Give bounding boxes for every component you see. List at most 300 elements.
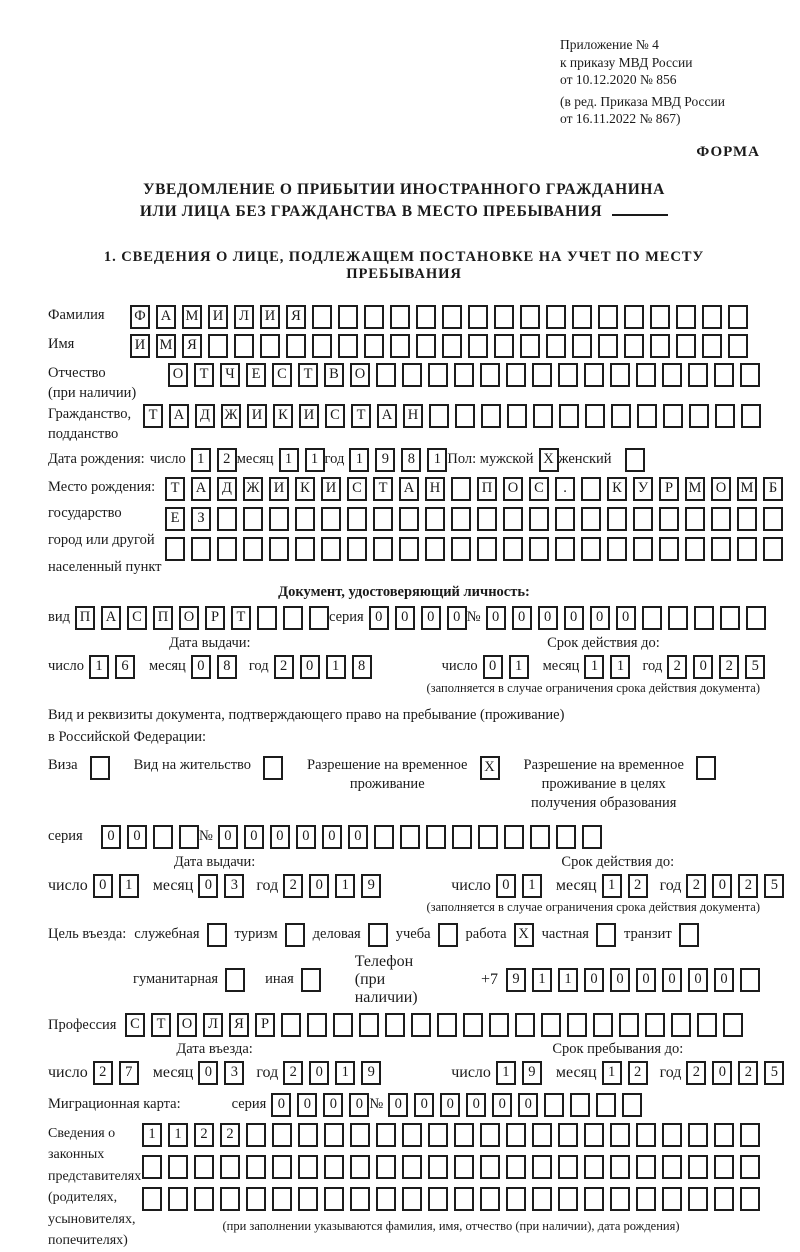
form-cell[interactable] [390, 305, 410, 329]
form-cell[interactable] [350, 1155, 370, 1179]
form-cell[interactable]: 2 [667, 655, 687, 679]
form-cell[interactable]: 0 [564, 606, 584, 630]
form-cell[interactable]: 0 [309, 1061, 329, 1085]
form-cell[interactable] [437, 1013, 457, 1037]
phone-cells[interactable] [506, 968, 760, 992]
form-cell[interactable] [307, 1013, 327, 1037]
form-cell[interactable] [532, 1155, 552, 1179]
citizenship-cells[interactable] [143, 404, 761, 428]
form-cell[interactable] [272, 1187, 292, 1211]
form-cell[interactable]: 2 [628, 1061, 648, 1085]
form-cell[interactable]: Т [165, 477, 185, 501]
form-cell[interactable]: 1 [496, 1061, 516, 1085]
form-cell[interactable]: 0 [466, 1093, 486, 1117]
form-cell[interactable] [281, 1013, 301, 1037]
form-cell[interactable] [376, 1187, 396, 1211]
form-cell[interactable]: 0 [584, 968, 604, 992]
form-cell[interactable]: Ч [220, 363, 240, 387]
form-cell[interactable] [368, 923, 388, 947]
form-cell[interactable] [740, 1123, 760, 1147]
expiry-year-cells[interactable] [667, 655, 765, 679]
form-cell[interactable] [636, 1123, 656, 1147]
form-cell[interactable] [477, 537, 497, 561]
form-cell[interactable]: А [191, 477, 211, 501]
form-cell[interactable] [217, 507, 237, 531]
form-cell[interactable] [598, 305, 618, 329]
form-cell[interactable] [390, 334, 410, 358]
form-cell[interactable]: 1 [509, 655, 529, 679]
form-cell[interactable]: 0 [486, 606, 506, 630]
form-cell[interactable] [263, 756, 283, 780]
form-cell[interactable] [544, 1093, 564, 1117]
form-cell[interactable] [373, 537, 393, 561]
form-cell[interactable]: 0 [440, 1093, 460, 1117]
form-cell[interactable]: 0 [297, 1093, 317, 1117]
form-cell[interactable]: А [377, 404, 397, 428]
purpose-other-checkbox[interactable] [301, 968, 321, 992]
form-cell[interactable]: С [125, 1013, 145, 1037]
form-cell[interactable] [659, 507, 679, 531]
form-cell[interactable] [480, 1155, 500, 1179]
form-cell[interactable]: Т [194, 363, 214, 387]
form-cell[interactable]: 0 [492, 1093, 512, 1117]
form-cell[interactable]: 0 [244, 825, 264, 849]
form-cell[interactable]: 0 [198, 874, 218, 898]
form-cell[interactable]: Т [298, 363, 318, 387]
form-cell[interactable] [494, 334, 514, 358]
doc-series-cells[interactable] [369, 606, 467, 630]
form-cell[interactable] [593, 1013, 613, 1037]
form-cell[interactable]: 0 [127, 825, 147, 849]
form-cell[interactable]: И [260, 305, 280, 329]
form-cell[interactable] [746, 606, 766, 630]
form-cell[interactable]: . [555, 477, 575, 501]
stay-month-cells[interactable] [602, 1061, 648, 1085]
form-cell[interactable] [438, 923, 458, 947]
form-cell[interactable]: 0 [348, 825, 368, 849]
form-cell[interactable] [728, 305, 748, 329]
form-cell[interactable]: X [539, 448, 559, 472]
form-cell[interactable] [246, 1187, 266, 1211]
form-cell[interactable] [194, 1155, 214, 1179]
form-cell[interactable]: 1 [602, 874, 622, 898]
form-cell[interactable] [225, 968, 245, 992]
form-cell[interactable] [584, 1123, 604, 1147]
expiry-day-cells[interactable] [483, 655, 529, 679]
form-cell[interactable]: О [179, 606, 199, 630]
form-cell[interactable]: 1 [427, 448, 447, 472]
form-cell[interactable] [610, 363, 630, 387]
form-cell[interactable] [529, 507, 549, 531]
purpose-private-checkbox[interactable] [596, 923, 616, 947]
form-cell[interactable] [610, 1187, 630, 1211]
form-cell[interactable] [723, 1013, 743, 1037]
form-cell[interactable] [217, 537, 237, 561]
form-cell[interactable] [584, 363, 604, 387]
form-cell[interactable] [740, 1155, 760, 1179]
purpose-humanitarian-checkbox[interactable] [225, 968, 245, 992]
form-cell[interactable] [611, 404, 631, 428]
form-cell[interactable]: 2 [283, 1061, 303, 1085]
form-cell[interactable] [697, 1013, 717, 1037]
form-cell[interactable] [298, 1123, 318, 1147]
form-cell[interactable] [645, 1013, 665, 1037]
form-cell[interactable] [494, 305, 514, 329]
form-cell[interactable] [572, 334, 592, 358]
form-cell[interactable] [402, 1187, 422, 1211]
form-cell[interactable] [350, 1123, 370, 1147]
form-cell[interactable] [477, 507, 497, 531]
form-cell[interactable] [506, 1155, 526, 1179]
form-cell[interactable]: 1 [602, 1061, 622, 1085]
form-cell[interactable]: О [711, 477, 731, 501]
entry-day-cells[interactable] [93, 1061, 139, 1085]
form-cell[interactable]: 9 [361, 874, 381, 898]
form-cell[interactable]: С [325, 404, 345, 428]
form-cell[interactable] [220, 1187, 240, 1211]
form-cell[interactable]: 2 [194, 1123, 214, 1147]
form-cell[interactable]: 1 [89, 655, 109, 679]
form-cell[interactable] [625, 448, 645, 472]
form-cell[interactable]: М [156, 334, 176, 358]
sex-female-checkbox[interactable] [625, 448, 645, 472]
form-cell[interactable]: С [272, 363, 292, 387]
given-name-cells[interactable] [130, 334, 748, 358]
form-cell[interactable] [740, 968, 760, 992]
form-cell[interactable] [662, 1187, 682, 1211]
form-cell[interactable]: 1 [349, 448, 369, 472]
form-cell[interactable]: 0 [369, 606, 389, 630]
form-cell[interactable] [685, 537, 705, 561]
issue-year-cells[interactable] [274, 655, 372, 679]
birth-place-row-3[interactable] [165, 537, 783, 561]
residence-number-cells[interactable] [218, 825, 602, 849]
form-cell[interactable] [720, 606, 740, 630]
form-cell[interactable]: 0 [712, 1061, 732, 1085]
form-cell[interactable]: О [350, 363, 370, 387]
form-cell[interactable] [694, 606, 714, 630]
form-cell[interactable] [295, 507, 315, 531]
form-cell[interactable]: Ж [221, 404, 241, 428]
form-cell[interactable] [584, 1155, 604, 1179]
form-cell[interactable] [740, 363, 760, 387]
form-cell[interactable]: 1 [335, 874, 355, 898]
form-cell[interactable]: 0 [712, 874, 732, 898]
form-cell[interactable]: 0 [322, 825, 342, 849]
form-cell[interactable]: 0 [198, 1061, 218, 1085]
visa-checkbox[interactable] [90, 756, 110, 780]
purpose-tourism-checkbox[interactable] [285, 923, 305, 947]
form-cell[interactable] [376, 1155, 396, 1179]
form-cell[interactable] [676, 305, 696, 329]
form-cell[interactable]: 0 [483, 655, 503, 679]
form-cell[interactable] [376, 1123, 396, 1147]
form-cell[interactable] [478, 825, 498, 849]
form-cell[interactable]: 2 [283, 874, 303, 898]
form-cell[interactable] [504, 825, 524, 849]
form-cell[interactable]: 0 [323, 1093, 343, 1117]
form-cell[interactable]: 2 [686, 874, 706, 898]
form-cell[interactable] [285, 923, 305, 947]
form-cell[interactable]: 1 [191, 448, 211, 472]
stay-day-cells[interactable] [496, 1061, 542, 1085]
form-cell[interactable] [468, 334, 488, 358]
form-cell[interactable]: 1 [558, 968, 578, 992]
form-cell[interactable] [428, 1187, 448, 1211]
form-cell[interactable] [90, 756, 110, 780]
form-cell[interactable] [194, 1187, 214, 1211]
form-cell[interactable] [529, 537, 549, 561]
form-cell[interactable]: У [633, 477, 653, 501]
form-cell[interactable] [246, 1155, 266, 1179]
form-cell[interactable] [359, 1013, 379, 1037]
form-cell[interactable]: 3 [224, 874, 244, 898]
form-cell[interactable] [451, 537, 471, 561]
form-cell[interactable]: 1 [522, 874, 542, 898]
form-cell[interactable]: Я [286, 305, 306, 329]
form-cell[interactable]: 0 [421, 606, 441, 630]
form-cell[interactable] [676, 334, 696, 358]
form-cell[interactable] [741, 404, 761, 428]
temp-residence-education-checkbox[interactable] [696, 756, 716, 780]
form-cell[interactable]: 0 [662, 968, 682, 992]
form-cell[interactable] [702, 305, 722, 329]
form-cell[interactable]: 2 [628, 874, 648, 898]
form-cell[interactable]: Е [165, 507, 185, 531]
form-cell[interactable] [650, 305, 670, 329]
form-cell[interactable] [636, 1187, 656, 1211]
form-cell[interactable]: К [273, 404, 293, 428]
form-cell[interactable] [207, 923, 227, 947]
form-cell[interactable] [624, 334, 644, 358]
form-cell[interactable] [688, 363, 708, 387]
form-cell[interactable]: М [737, 477, 757, 501]
form-cell[interactable] [714, 1187, 734, 1211]
form-cell[interactable] [257, 606, 277, 630]
form-cell[interactable] [451, 477, 471, 501]
form-cell[interactable] [584, 1187, 604, 1211]
form-cell[interactable] [715, 404, 735, 428]
representatives-row-3[interactable] [142, 1187, 760, 1211]
form-cell[interactable] [533, 404, 553, 428]
form-cell[interactable]: 1 [610, 655, 630, 679]
form-cell[interactable]: 8 [352, 655, 372, 679]
form-cell[interactable] [428, 1155, 448, 1179]
form-cell[interactable] [711, 537, 731, 561]
form-cell[interactable] [503, 507, 523, 531]
form-cell[interactable] [364, 334, 384, 358]
form-cell[interactable]: К [607, 477, 627, 501]
form-cell[interactable]: О [503, 477, 523, 501]
form-cell[interactable] [689, 404, 709, 428]
entry-month-cells[interactable] [198, 1061, 244, 1085]
form-cell[interactable] [452, 825, 472, 849]
form-cell[interactable] [309, 606, 329, 630]
form-cell[interactable] [480, 1187, 500, 1211]
form-cell[interactable] [546, 305, 566, 329]
form-cell[interactable]: 0 [447, 606, 467, 630]
residence-permit-checkbox[interactable] [263, 756, 283, 780]
form-cell[interactable] [541, 1013, 561, 1037]
form-cell[interactable] [607, 507, 627, 531]
form-cell[interactable] [451, 507, 471, 531]
form-cell[interactable] [515, 1013, 535, 1037]
form-cell[interactable]: Б [763, 477, 783, 501]
form-cell[interactable]: Н [403, 404, 423, 428]
form-cell[interactable]: Р [205, 606, 225, 630]
form-cell[interactable]: X [480, 756, 500, 780]
form-cell[interactable] [312, 305, 332, 329]
form-cell[interactable]: 0 [496, 874, 516, 898]
form-cell[interactable] [301, 968, 321, 992]
form-cell[interactable]: Т [143, 404, 163, 428]
migration-series-cells[interactable] [271, 1093, 369, 1117]
form-cell[interactable]: 0 [636, 968, 656, 992]
form-cell[interactable] [610, 1155, 630, 1179]
form-cell[interactable] [668, 606, 688, 630]
form-cell[interactable]: 0 [93, 874, 113, 898]
form-cell[interactable] [416, 334, 436, 358]
form-cell[interactable] [269, 507, 289, 531]
purpose-transit-checkbox[interactable] [679, 923, 699, 947]
form-cell[interactable] [663, 404, 683, 428]
expiry-month-cells[interactable] [584, 655, 630, 679]
form-cell[interactable]: М [685, 477, 705, 501]
form-cell[interactable]: 5 [764, 874, 784, 898]
form-cell[interactable] [243, 507, 263, 531]
issue-month-cells[interactable] [191, 655, 237, 679]
form-cell[interactable] [347, 507, 367, 531]
form-cell[interactable] [426, 825, 446, 849]
form-cell[interactable] [671, 1013, 691, 1037]
form-cell[interactable] [411, 1013, 431, 1037]
form-cell[interactable] [506, 1123, 526, 1147]
form-cell[interactable] [711, 507, 731, 531]
form-cell[interactable]: 1 [335, 1061, 355, 1085]
form-cell[interactable]: 2 [217, 448, 237, 472]
form-cell[interactable] [373, 507, 393, 531]
form-cell[interactable] [442, 305, 462, 329]
form-cell[interactable] [585, 404, 605, 428]
form-cell[interactable] [728, 334, 748, 358]
form-cell[interactable] [506, 363, 526, 387]
form-cell[interactable]: Д [217, 477, 237, 501]
form-cell[interactable] [607, 537, 627, 561]
form-cell[interactable] [260, 334, 280, 358]
form-cell[interactable]: А [169, 404, 189, 428]
form-cell[interactable] [636, 1155, 656, 1179]
issue-day-cells[interactable] [89, 655, 135, 679]
form-cell[interactable] [622, 1093, 642, 1117]
form-cell[interactable] [468, 305, 488, 329]
form-cell[interactable]: 1 [584, 655, 604, 679]
form-cell[interactable]: 1 [279, 448, 299, 472]
form-cell[interactable]: Ж [243, 477, 263, 501]
form-cell[interactable]: 0 [512, 606, 532, 630]
form-cell[interactable] [454, 1123, 474, 1147]
form-cell[interactable] [520, 305, 540, 329]
form-cell[interactable] [740, 1187, 760, 1211]
residence-issue-year-cells[interactable] [283, 874, 381, 898]
form-cell[interactable]: С [347, 477, 367, 501]
form-cell[interactable] [324, 1155, 344, 1179]
form-cell[interactable] [428, 1123, 448, 1147]
form-cell[interactable]: 0 [296, 825, 316, 849]
form-cell[interactable]: И [269, 477, 289, 501]
entry-year-cells[interactable] [283, 1061, 381, 1085]
form-cell[interactable]: Д [195, 404, 215, 428]
migration-number-cells[interactable] [388, 1093, 642, 1117]
birth-day-cells[interactable] [191, 448, 237, 472]
form-cell[interactable] [338, 305, 358, 329]
form-cell[interactable] [298, 1155, 318, 1179]
form-cell[interactable] [572, 305, 592, 329]
form-cell[interactable] [558, 1123, 578, 1147]
form-cell[interactable]: 0 [270, 825, 290, 849]
form-cell[interactable]: 1 [305, 448, 325, 472]
form-cell[interactable] [402, 363, 422, 387]
form-cell[interactable] [596, 1093, 616, 1117]
form-cell[interactable]: 9 [506, 968, 526, 992]
form-cell[interactable] [642, 606, 662, 630]
form-cell[interactable] [596, 923, 616, 947]
form-cell[interactable] [142, 1155, 162, 1179]
form-cell[interactable]: 7 [119, 1061, 139, 1085]
form-cell[interactable]: Я [229, 1013, 249, 1037]
form-cell[interactable]: П [153, 606, 173, 630]
form-cell[interactable] [714, 363, 734, 387]
form-cell[interactable]: 0 [714, 968, 734, 992]
birth-place-row-1[interactable] [165, 477, 783, 501]
purpose-official-checkbox[interactable] [207, 923, 227, 947]
form-cell[interactable]: О [177, 1013, 197, 1037]
form-cell[interactable] [220, 1155, 240, 1179]
form-cell[interactable] [555, 537, 575, 561]
form-cell[interactable]: 0 [590, 606, 610, 630]
form-cell[interactable] [153, 825, 173, 849]
form-cell[interactable] [662, 363, 682, 387]
form-cell[interactable]: И [299, 404, 319, 428]
form-cell[interactable]: 0 [349, 1093, 369, 1117]
form-cell[interactable] [283, 606, 303, 630]
form-cell[interactable] [610, 1123, 630, 1147]
form-cell[interactable]: 2 [220, 1123, 240, 1147]
form-cell[interactable] [662, 1123, 682, 1147]
form-cell[interactable]: 2 [274, 655, 294, 679]
form-cell[interactable]: П [75, 606, 95, 630]
form-cell[interactable]: 8 [401, 448, 421, 472]
purpose-business-checkbox[interactable] [368, 923, 388, 947]
stay-year-cells[interactable] [686, 1061, 784, 1085]
form-cell[interactable] [425, 537, 445, 561]
form-cell[interactable] [688, 1155, 708, 1179]
form-cell[interactable] [737, 537, 757, 561]
form-cell[interactable] [179, 825, 199, 849]
form-cell[interactable]: О [168, 363, 188, 387]
form-cell[interactable] [298, 1187, 318, 1211]
form-cell[interactable]: Л [234, 305, 254, 329]
form-cell[interactable]: П [477, 477, 497, 501]
form-cell[interactable]: Ф [130, 305, 150, 329]
form-cell[interactable] [374, 825, 394, 849]
form-cell[interactable] [480, 363, 500, 387]
form-cell[interactable] [532, 1187, 552, 1211]
form-cell[interactable] [142, 1187, 162, 1211]
form-cell[interactable] [633, 507, 653, 531]
residence-issue-day-cells[interactable] [93, 874, 139, 898]
form-cell[interactable]: Л [203, 1013, 223, 1037]
form-cell[interactable]: 0 [388, 1093, 408, 1117]
